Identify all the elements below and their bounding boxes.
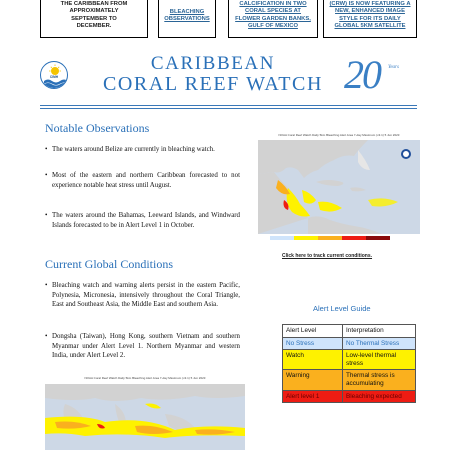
teaser-line: APPROXIMATELY <box>69 8 119 15</box>
anniversary-number: 20 <box>344 52 380 97</box>
anniversary-word: Years <box>388 65 399 70</box>
interpretation-cell: Low-level thermal stress <box>343 350 416 370</box>
notable-bullet-2: • Most of the eastern and northern Caribbean forecasted to not experience notable heat stress until August. <box>45 171 240 190</box>
teaser-line: GLOBAL 5KM SATELLITE <box>334 23 406 30</box>
current-heading: Current Global Conditions <box>45 257 173 271</box>
interpretation-cell: Thermal stress is accumulating <box>343 370 416 390</box>
teaser-line: STYLE FOR ITS DAILY <box>339 15 401 22</box>
notable-bullet-1: • The waters around Belize are currently in bleaching watch. <box>45 145 240 155</box>
caribbean-map-graphic <box>258 130 420 246</box>
global-map-graphic <box>45 374 245 450</box>
teaser-line: OBSERVATIONS <box>164 16 210 23</box>
teaser-box-2[interactable] <box>158 0 216 38</box>
interpretation-cell: No Thermal Stress <box>343 337 416 350</box>
global-map-caption: NOAA Coral Reef Watch Daily 5km Bleaching Alert Area 7-day Maximum (v3.1) 5 Jun 2023 <box>84 376 206 380</box>
table-header: Interpretation <box>343 325 416 338</box>
header-divider <box>40 108 417 109</box>
table-header: Alert Level <box>283 325 343 338</box>
anniversary-badge <box>338 52 408 99</box>
cimh-logo <box>40 61 68 89</box>
interpretation-cell: Bleaching expected <box>343 390 416 403</box>
alert-level-cell: No Stress <box>283 337 343 350</box>
alert-level-cell: Alert level 1 <box>283 390 343 403</box>
teaser-line: THE CARIBBEAN FROM <box>60 1 128 7</box>
teaser-line: NEW, ENHANCED IMAGE <box>335 8 405 15</box>
teaser-box-1[interactable] <box>40 0 148 38</box>
current-bullet-1: • Bleaching watch and warning alerts persist in the eastern Pacific, Polynesia, Micronesia, intensively throughout the Coral Triangle, East and Southeast Asia, the Middle East and southern Asia. <box>45 281 240 310</box>
alert-guide-title: Alert Level Guide <box>313 304 371 313</box>
table-row <box>283 350 416 370</box>
teaser-line: SEPTEMBER TO <box>71 15 117 22</box>
title-line-2: CORAL REEF WATCH <box>102 73 324 95</box>
teaser-line: GULF OF MEXICO <box>248 23 298 30</box>
caribbean-map-caption: NOAA Coral Reef Watch Daily 5km Bleaching Alert Area 7-day Maximum (v3.1) 5 Jun 2023 <box>278 133 400 137</box>
logo-text: CIMH <box>49 74 59 79</box>
table-row <box>283 390 416 403</box>
alert-level-cell: Warning <box>283 370 343 390</box>
notable-bullet-3: • The waters around the Bahamas, Leeward Islands, and Windward Islands forecasted to be in Alert Level 1 in October. <box>45 211 240 230</box>
teaser-line: FLOWER GARDEN BANKS, <box>235 15 311 22</box>
table-row <box>283 337 416 350</box>
table-row <box>283 370 416 390</box>
teaser-line: (CRW) IS NOW FEATURING A <box>329 1 411 7</box>
notable-heading: Notable Observations <box>45 121 150 135</box>
teaser-line: DECEMBER. <box>76 23 112 30</box>
header-divider <box>40 105 417 106</box>
title-line-1: CARIBBEAN <box>150 53 276 74</box>
alert-level-table <box>282 324 416 403</box>
teaser-line: BLEACHING <box>169 9 205 15</box>
table-header-row <box>283 325 416 338</box>
teaser-line: CALCIFICATION IN TWO <box>239 1 307 7</box>
caribbean-alert-map[interactable] <box>258 130 420 246</box>
teaser-box-3[interactable] <box>228 0 318 38</box>
teaser-line: CORAL SPECIES AT <box>245 8 301 15</box>
track-conditions-link[interactable]: Click here to track current conditions. <box>282 253 373 259</box>
current-bullet-2: • Dongsha (Taiwan), Hong Kong, southern Vietnam and southern Myanmar under Alert Level 1. Northern Myanmar and western India, under Alert Level 2. <box>45 332 240 361</box>
global-alert-map[interactable] <box>45 374 245 450</box>
teaser-box-4[interactable] <box>323 0 417 38</box>
alert-level-cell: Watch <box>283 350 343 370</box>
